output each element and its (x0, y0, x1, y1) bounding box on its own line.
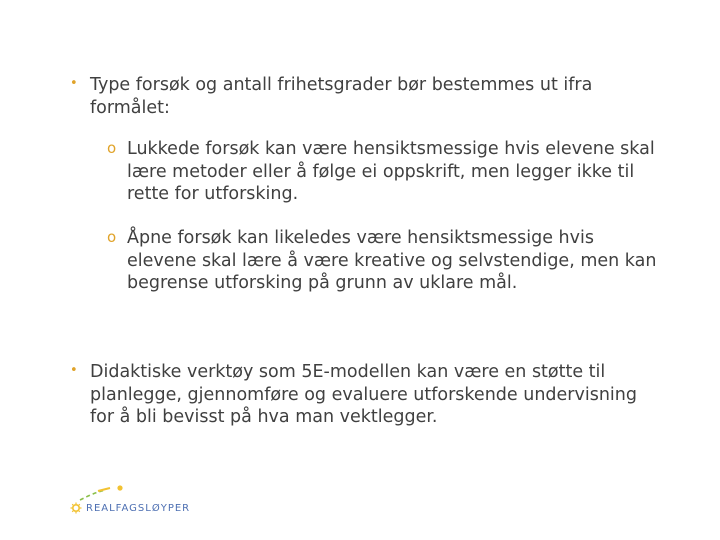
bullet-marker: • (70, 363, 78, 378)
realfagsloyper-logo (70, 484, 190, 524)
bullet-text: Didaktiske verktøy som 5E-modellen kan være en støtte til planlegge, gjennomføre og evaluere utforskende undervisning for å bli bevisst på hva man vektlegger. (90, 362, 637, 427)
sub-bullet-apne-forsok (127, 227, 667, 295)
bullet-text: Type forsøk og antall frihetsgrader bør bestemmes ut ifra formålet: (90, 75, 593, 118)
dot-icon (117, 485, 122, 490)
logo-wordmark: REALFAGSLØYPER (86, 503, 191, 514)
bullet-type-forsok (90, 74, 650, 119)
path-line-icon (80, 490, 106, 500)
gear-icon (73, 505, 79, 511)
sub-bullet-text: Lukkede forsøk kan være hensiktsmessige hvis elevene skal lære metoder eller å følge ei oppskrift, men legger ikke til rette for utforsking. (127, 139, 655, 204)
sub-bullet-marker: o (107, 139, 117, 157)
sub-bullet-text: Åpne forsøk kan likeledes være hensiktsmessige hvis elevene skal lære å være kreative og selvstendige, men kan begrense utforsking på grunn av uklare mål. (127, 228, 657, 293)
sub-bullet-lukkede-forsok (127, 138, 667, 206)
bullet-didaktiske-verktoy (90, 361, 660, 429)
path-accent-icon (98, 488, 110, 491)
bullet-marker: • (70, 76, 78, 91)
sub-bullet-marker: o (107, 228, 117, 246)
